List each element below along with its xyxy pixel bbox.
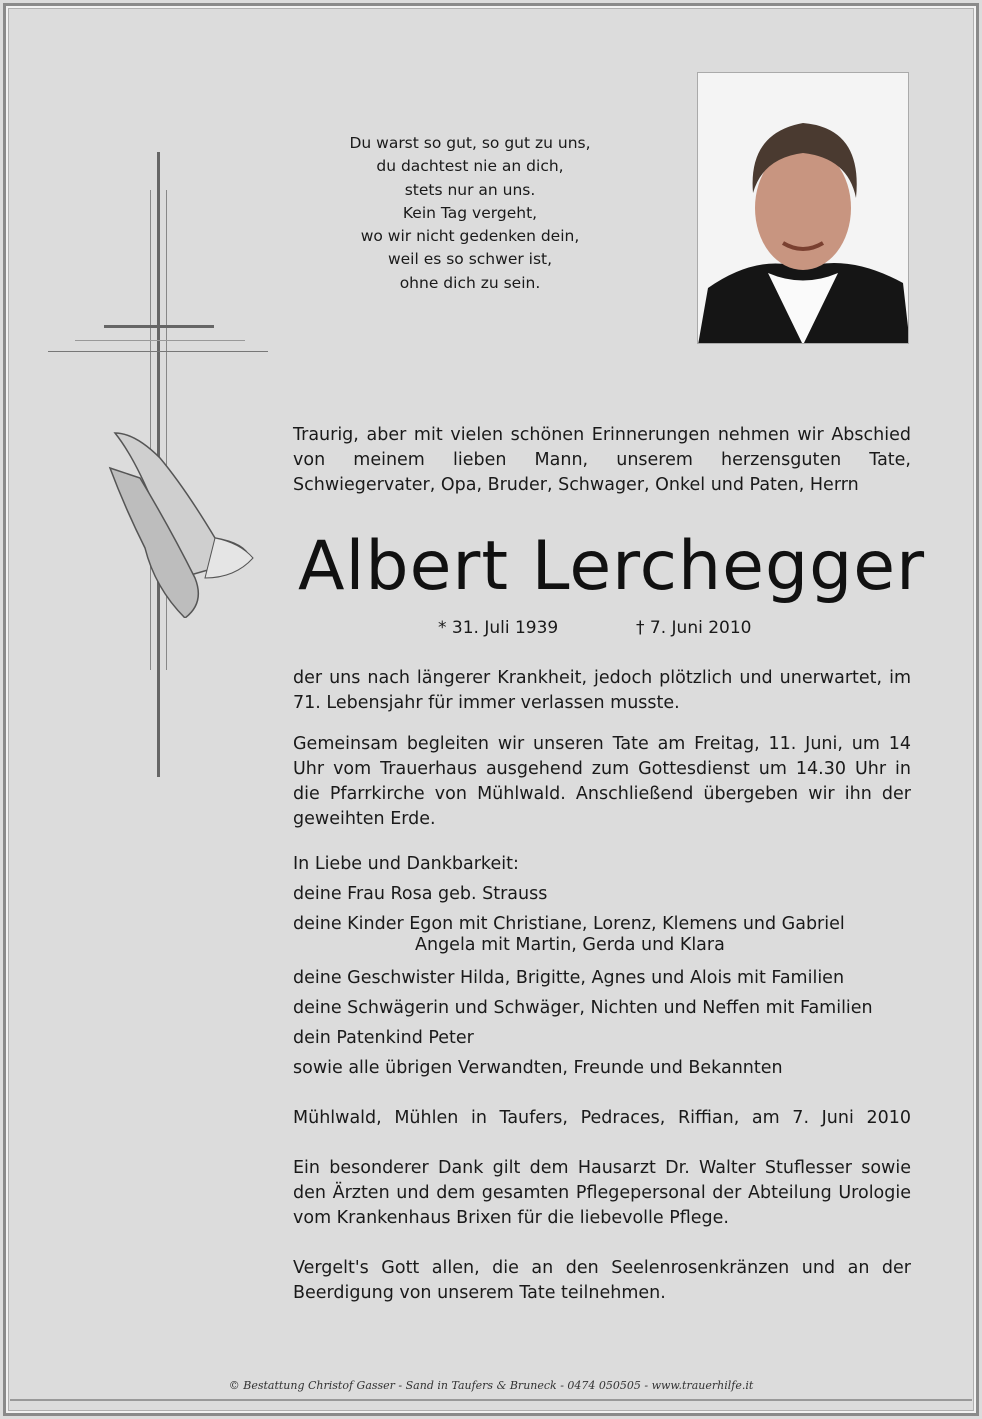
family-line: dein Patenkind Peter <box>293 1028 474 1048</box>
poem-line: ohne dich zu sein. <box>399 273 541 292</box>
poem-line: stets nur an uns. <box>404 180 536 199</box>
deceased-name: Albert Lerchegger <box>298 527 926 606</box>
portrait-photo <box>697 72 909 344</box>
family-line: deine Geschwister Hilda, Brigitte, Agnes und Alois mit Familien <box>293 968 845 988</box>
poem <box>300 132 640 295</box>
family-line: In Liebe und Dankbarkeit: <box>293 854 519 874</box>
poem-line: weil es so schwer ist, <box>387 250 553 269</box>
paragraph-thanks: Ein besonderer Dank gilt dem Hausarzt Dr. Walter Stuflesser sowie den Ärzten und dem gesamten Pflegepersonal der Abteilung Urologie vom Krankenhaus Brixen für die liebevolle Pflege. <box>293 1158 911 1228</box>
poem-line: Du warst so gut, so gut zu uns, <box>349 134 591 152</box>
death-date: † 7. Juni 2010 <box>636 618 752 638</box>
family-line: deine Schwägerin und Schwäger, Nichten und Neffen mit Familien <box>293 998 873 1018</box>
family-list <box>293 849 911 1083</box>
paragraph-passing: der uns nach längerer Krankheit, jedoch plötzlich und unerwartet, im 71. Lebensjahr für immer verlassen musste. <box>293 668 911 713</box>
family-line: deine Frau Rosa geb. Strauss <box>293 884 548 904</box>
intro-text: Traurig, aber mit vielen schönen Erinnerungen nehmen wir Abschied von meinem lieben Mann, unserem herzensguten Tate, Schwiegervater, Opa, Bruder, Schwager, Onkel und Paten, Herrn <box>293 425 911 495</box>
paragraph-funeral: Gemeinsam begleiten wir unseren Tate am Freitag, 11. Juni, um 14 Uhr vom Trauerhaus ausgehend zum Gottesdienst um 14.30 Uhr in die Pfarrkirche von Mühlwald. Anschließend übergeben wir ihn der geweihten Erde. <box>293 734 911 829</box>
family-line: Angela mit Martin, Gerda und Klara <box>415 935 725 955</box>
place-date: Mühlwald, Mühlen in Taufers, Pedraces, Riffian, am 7. Juni 2010 <box>293 1108 911 1128</box>
family-line: sowie alle übrigen Verwandten, Freunde und Bekannten <box>293 1058 783 1078</box>
footer-credit: © Bestattung Christof Gasser - Sand in Taufers & Bruneck - 0474 050505 - www.trauerhilfe.it <box>228 1379 754 1392</box>
birth-date: * 31. Juli 1939 <box>438 618 559 638</box>
poem-line: Kein Tag vergeht, <box>402 203 538 222</box>
poem-line: du dachtest nie an dich, <box>376 157 564 176</box>
praying-hands-icon <box>105 428 255 622</box>
paragraph-gratitude: Vergelt's Gott allen, die an den Seelenrosenkränzen und an der Beerdigung von unserem Tate teilnehmen. <box>293 1258 911 1303</box>
poem-line: wo wir nicht gedenken dein, <box>360 227 580 246</box>
family-line: deine Kinder Egon mit Christiane, Lorenz, Klemens und Gabriel <box>293 914 845 934</box>
footer-divider <box>10 1399 972 1401</box>
